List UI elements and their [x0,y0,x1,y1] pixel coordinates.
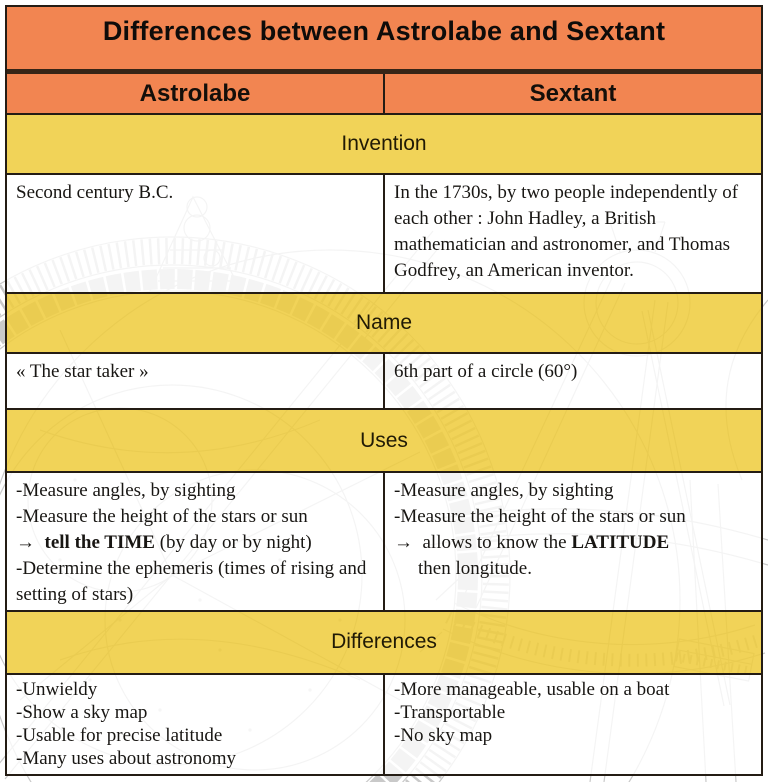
invention-row [7,175,761,292]
name-sextant-cell [385,354,761,408]
section-heading: Name [355,310,413,334]
cell-line: -More manageable, usable on a boat [394,678,670,700]
cell-line: -Measure angles, by sighting [394,479,614,501]
section-heading: Uses [360,428,408,452]
cell-line: -Show a sky map [16,701,148,723]
cell-line: -Many uses about astronomy [16,747,237,769]
column-header-sextant: Sextant [529,79,617,107]
table-title [7,7,761,69]
differences-astrolabe-cell [7,675,385,774]
column-header-astrolabe: Astrolabe [7,74,385,113]
uses-sextant-cell [385,473,761,610]
cell-line: → allows to know the LATITUDE [394,531,670,553]
cell-line: -Transportable [394,701,506,723]
page-title: Differences between Astrolabe and Sextant [102,15,666,46]
differences-sextant-cell [385,675,761,774]
cell-text: 6th part of a circle (60°) [394,361,578,383]
cell-line: -Measure angles, by sighting [16,479,236,501]
section-band-uses [7,408,761,472]
column-header-row [7,74,761,113]
section-heading: Differences [331,630,437,654]
cell-text: Second century B.C. [16,182,174,204]
cell-line: -Unwieldy [16,678,98,700]
name-row [7,354,761,408]
cell-line: -Usable for precise latitude [16,724,223,746]
cell-line: → tell the TIME (by day or by night) [16,531,312,553]
cell-line: -Determine the ephemeris (times of rising and setting of stars) [16,557,372,605]
differences-row [7,675,761,774]
cell-line: then longitude. [418,557,532,579]
cell-line: -Measure the height of the stars or sun [394,505,686,527]
uses-row [7,473,761,610]
invention-astrolabe-cell [7,175,385,292]
cell-text: « The star taker » [16,361,149,383]
invention-sextant-cell [385,175,761,292]
comparison-table [5,5,763,776]
section-heading: Invention [341,132,427,156]
cell-line: -Measure the height of the stars or sun [16,505,308,527]
name-astrolabe-cell [7,354,385,408]
section-band-name [7,292,761,354]
section-band-differences [7,610,761,675]
section-band-invention [7,113,761,175]
uses-astrolabe-cell [7,473,385,610]
cell-line: -No sky map [394,724,493,746]
cell-text: In the 1730s, by two people independently of each other : John Hadley, a British mathematician and astronomer, and Thomas Godfrey, an American inventor. [394,182,743,282]
